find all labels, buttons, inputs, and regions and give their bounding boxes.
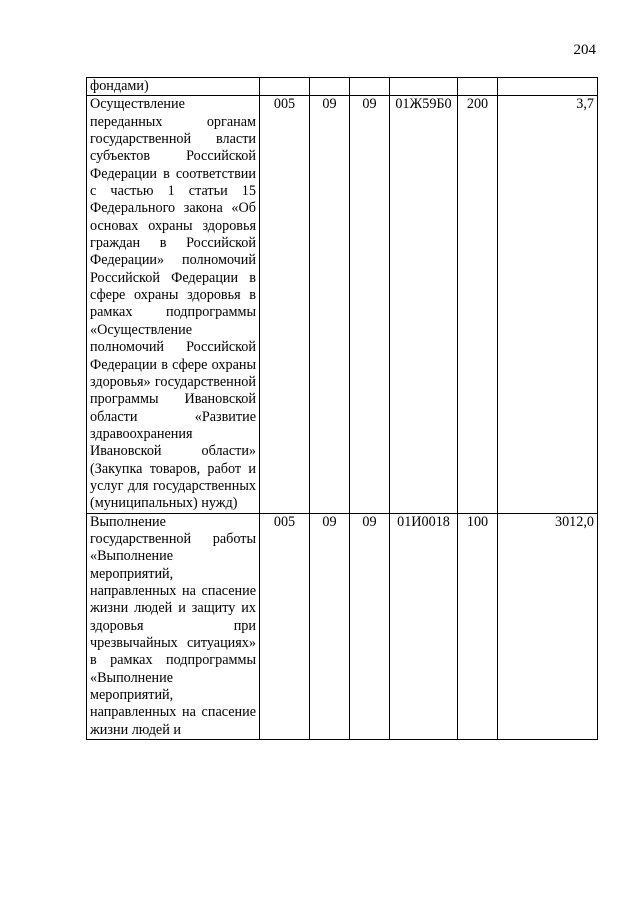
section-code: 09 bbox=[310, 96, 350, 513]
row-description: Выполнение государственной работы «Выполнение мероприятий, направленных на спасение жизни людей и защиту их здоровья при чрезвычайных ситуациях» в рамках подпрограммы «Выполнение мероприятий, направленных на спасение жизни людей и bbox=[87, 513, 260, 739]
row-description: фондами) bbox=[87, 78, 260, 96]
amount-value bbox=[498, 78, 598, 96]
subsection-code: 09 bbox=[350, 96, 390, 513]
target-article-code bbox=[390, 78, 458, 96]
table-row bbox=[87, 513, 598, 739]
amount-value: 3012,0 bbox=[498, 513, 598, 739]
ministry-code: 005 bbox=[260, 513, 310, 739]
section-code: 09 bbox=[310, 513, 350, 739]
table-row bbox=[87, 78, 598, 96]
subsection-code: 09 bbox=[350, 513, 390, 739]
amount-value: 3,7 bbox=[498, 96, 598, 513]
ministry-code: 005 bbox=[260, 96, 310, 513]
expense-type-code: 100 bbox=[458, 513, 498, 739]
expense-type-code bbox=[458, 78, 498, 96]
page-number: 204 bbox=[573, 42, 596, 58]
expense-type-code: 200 bbox=[458, 96, 498, 513]
row-description: Осуществление переданных органам государственной власти субъектов Российской Федерации в соответствии с частью 1 статьи 15 Федерального закона «Об основах охраны здоровья граждан в Российской Федерации» полномочий Российской Федерации в сфере охраны здоровья в рамках подпрограммы «Осуществление полномочий Российской Федерации в сфере охраны здоровья» государственной программы Ивановской области «Развитие здравоохранения Ивановской области» (Закупка товаров, работ и услуг для государственных (муниципальных) нужд) bbox=[87, 96, 260, 513]
subsection-code bbox=[350, 78, 390, 96]
target-article-code: 01Ж59Б0 bbox=[390, 96, 458, 513]
table-row bbox=[87, 96, 598, 513]
section-code bbox=[310, 78, 350, 96]
budget-table bbox=[86, 77, 598, 740]
target-article-code: 01И0018 bbox=[390, 513, 458, 739]
ministry-code bbox=[260, 78, 310, 96]
